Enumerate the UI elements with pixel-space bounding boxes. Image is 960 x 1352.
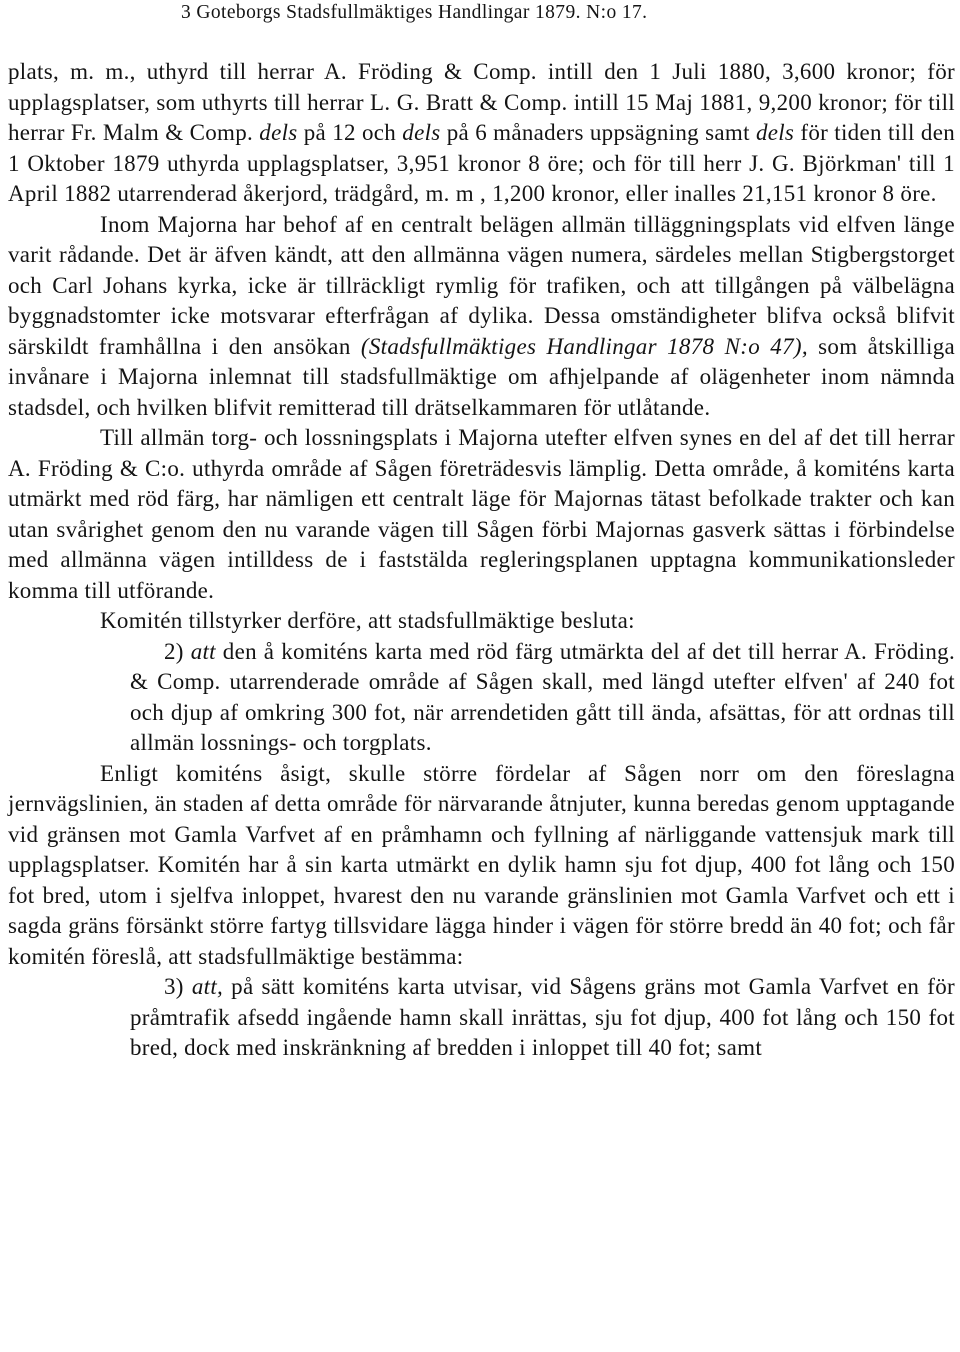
text-run: 2) — [164, 638, 191, 664]
text-run: 3) — [164, 974, 192, 999]
text-run: Till allmän torg- och lossningsplats i Majorna utefter elfven synes en del af det till herrar A. Fröding & C:o. uthyrda område af Sågen företrädesvis lämplig. Detta område, å komiténs karta utmärkt med röd färg, har nämligen ett centralt läge för Majornas tätast befolkade trakter och kan utan svårighet genom den nu varande vägen till Sågen förbi Majornas gasverk sättas i förbindelse med allmänna vägen intilldess de i faststälda regleringsplanen upptagna kommunikationsleder komma till utförande. — [8, 425, 955, 603]
italic-text: dels — [755, 120, 795, 145]
text-run: Inom Majorna har behof af en centralt belägen allmän tilläggningsplats vid elfven länge varit rådande. Det är äfven kändt, att den allmänna vägen numera, särdeles mellan Stigbergstorget och Carl Johans kyrka, icke är tillräckligt rymlig för trafiken, och att tillgången på välbelägna byggnadstomter icke motsvarar efterfrågan af dylika. Dessa omständigheter blifva också blifvit särskildt framhållna i den ansökan — [8, 211, 955, 359]
paragraph — [8, 423, 955, 606]
text-run: Enligt komiténs åsigt, skulle större fördelar af Sågen norr om den föreslagna jernvägslinien, än staden af detta område för närvarande åtnjuter, kunna beredas genom upptagande vid gränsen mot Gamla Varfvet af en pråmhamn och fyllning af närliggande vattensjuk mark till upplagsplatser. Komitén har å sin karta utmärkt en dylik hamn sju fot djup, 400 fot lång och 150 fot bred, utom i sjelfva inloppet, hvarest den nu varande gränslinien mot Gamla Varfvet och ett i sagda gräns försänkt större fartyg tillsvidare lägga hinder i vägen för större bredd än 40 fot; och får komitén föreslå, att stadsfullmäktige bestämma: — [8, 760, 955, 969]
numbered-item — [130, 972, 955, 1064]
text-run: den å komiténs karta med röd färg utmärkta del af det till herrar A. Fröding. & Comp. utarrenderade område af Sågen skall, med längd utefter elfven' af 240 fot och djup af omkring 300 fot, när arrendetiden gått till ända, afsättas, för att ordnas till allmän lossnings- och torgplats. — [130, 638, 956, 755]
text-run: på 6 månaders uppsägning samt — [440, 120, 756, 145]
text-run: för tiden till den 1 Oktober 1879 uthyrda upplagsplatser, 3,951 kronor 8 öre; och för till herr J. G. Björkman' till 1 April 1882 utarrenderad åkerjord, trädgård, m. m , 1,200 kronor, eller inalles 21,151 kronor 8 öre. — [8, 120, 955, 206]
italic-text: dels — [402, 120, 441, 145]
text-run: på 12 och — [297, 120, 403, 145]
text-run: plats, m. m., uthyrd till herrar A. Fröding & Comp. intill den 1 Juli 1880, 3,600 kronor; för upplagsplatser, som uthyrts till herrar L. G. Bratt & Comp. intill 15 Maj 1881, 9,200 kronor; för till herrar Fr. Malm & Comp. — [8, 59, 955, 145]
running-head: 3 Goteborgs Stadsfullmäktiges Handlingar 1879. N:o 17. — [181, 2, 648, 23]
italic-text: dels — [259, 120, 298, 145]
paragraph — [8, 759, 955, 973]
text-run: Komitén tillstyrker derföre, att stadsfullmäktige besluta: — [100, 608, 635, 633]
paragraph — [8, 210, 955, 424]
body-text — [8, 57, 955, 1064]
paragraph — [8, 57, 955, 210]
text-run: på sätt komiténs karta utvisar, vid Sågens gräns mot Gamla Varfvet en för pråmtrafik afsedd ingående hamn skall inrättas, sju fot djup, 400 fot lång och 150 fot bred, dock med inskränkning af bredden i inloppet till 40 fot; samt — [130, 974, 955, 1060]
italic-text: att — [190, 638, 216, 664]
text-run: som åtskilliga invånare i Majorna inlemnat till stadsfullmäktige om afhjelpande af olägenheter inom nämnda stadsdel, och hvilken blifvit remitterad till drätselkammaren för utlåtande. — [8, 333, 955, 420]
italic-text: att, — [191, 974, 224, 999]
paragraph — [8, 606, 955, 637]
italic-text: (Stadsfullmäktiges Handlingar 1878 N:o 47), — [360, 333, 808, 359]
numbered-item — [130, 637, 955, 759]
